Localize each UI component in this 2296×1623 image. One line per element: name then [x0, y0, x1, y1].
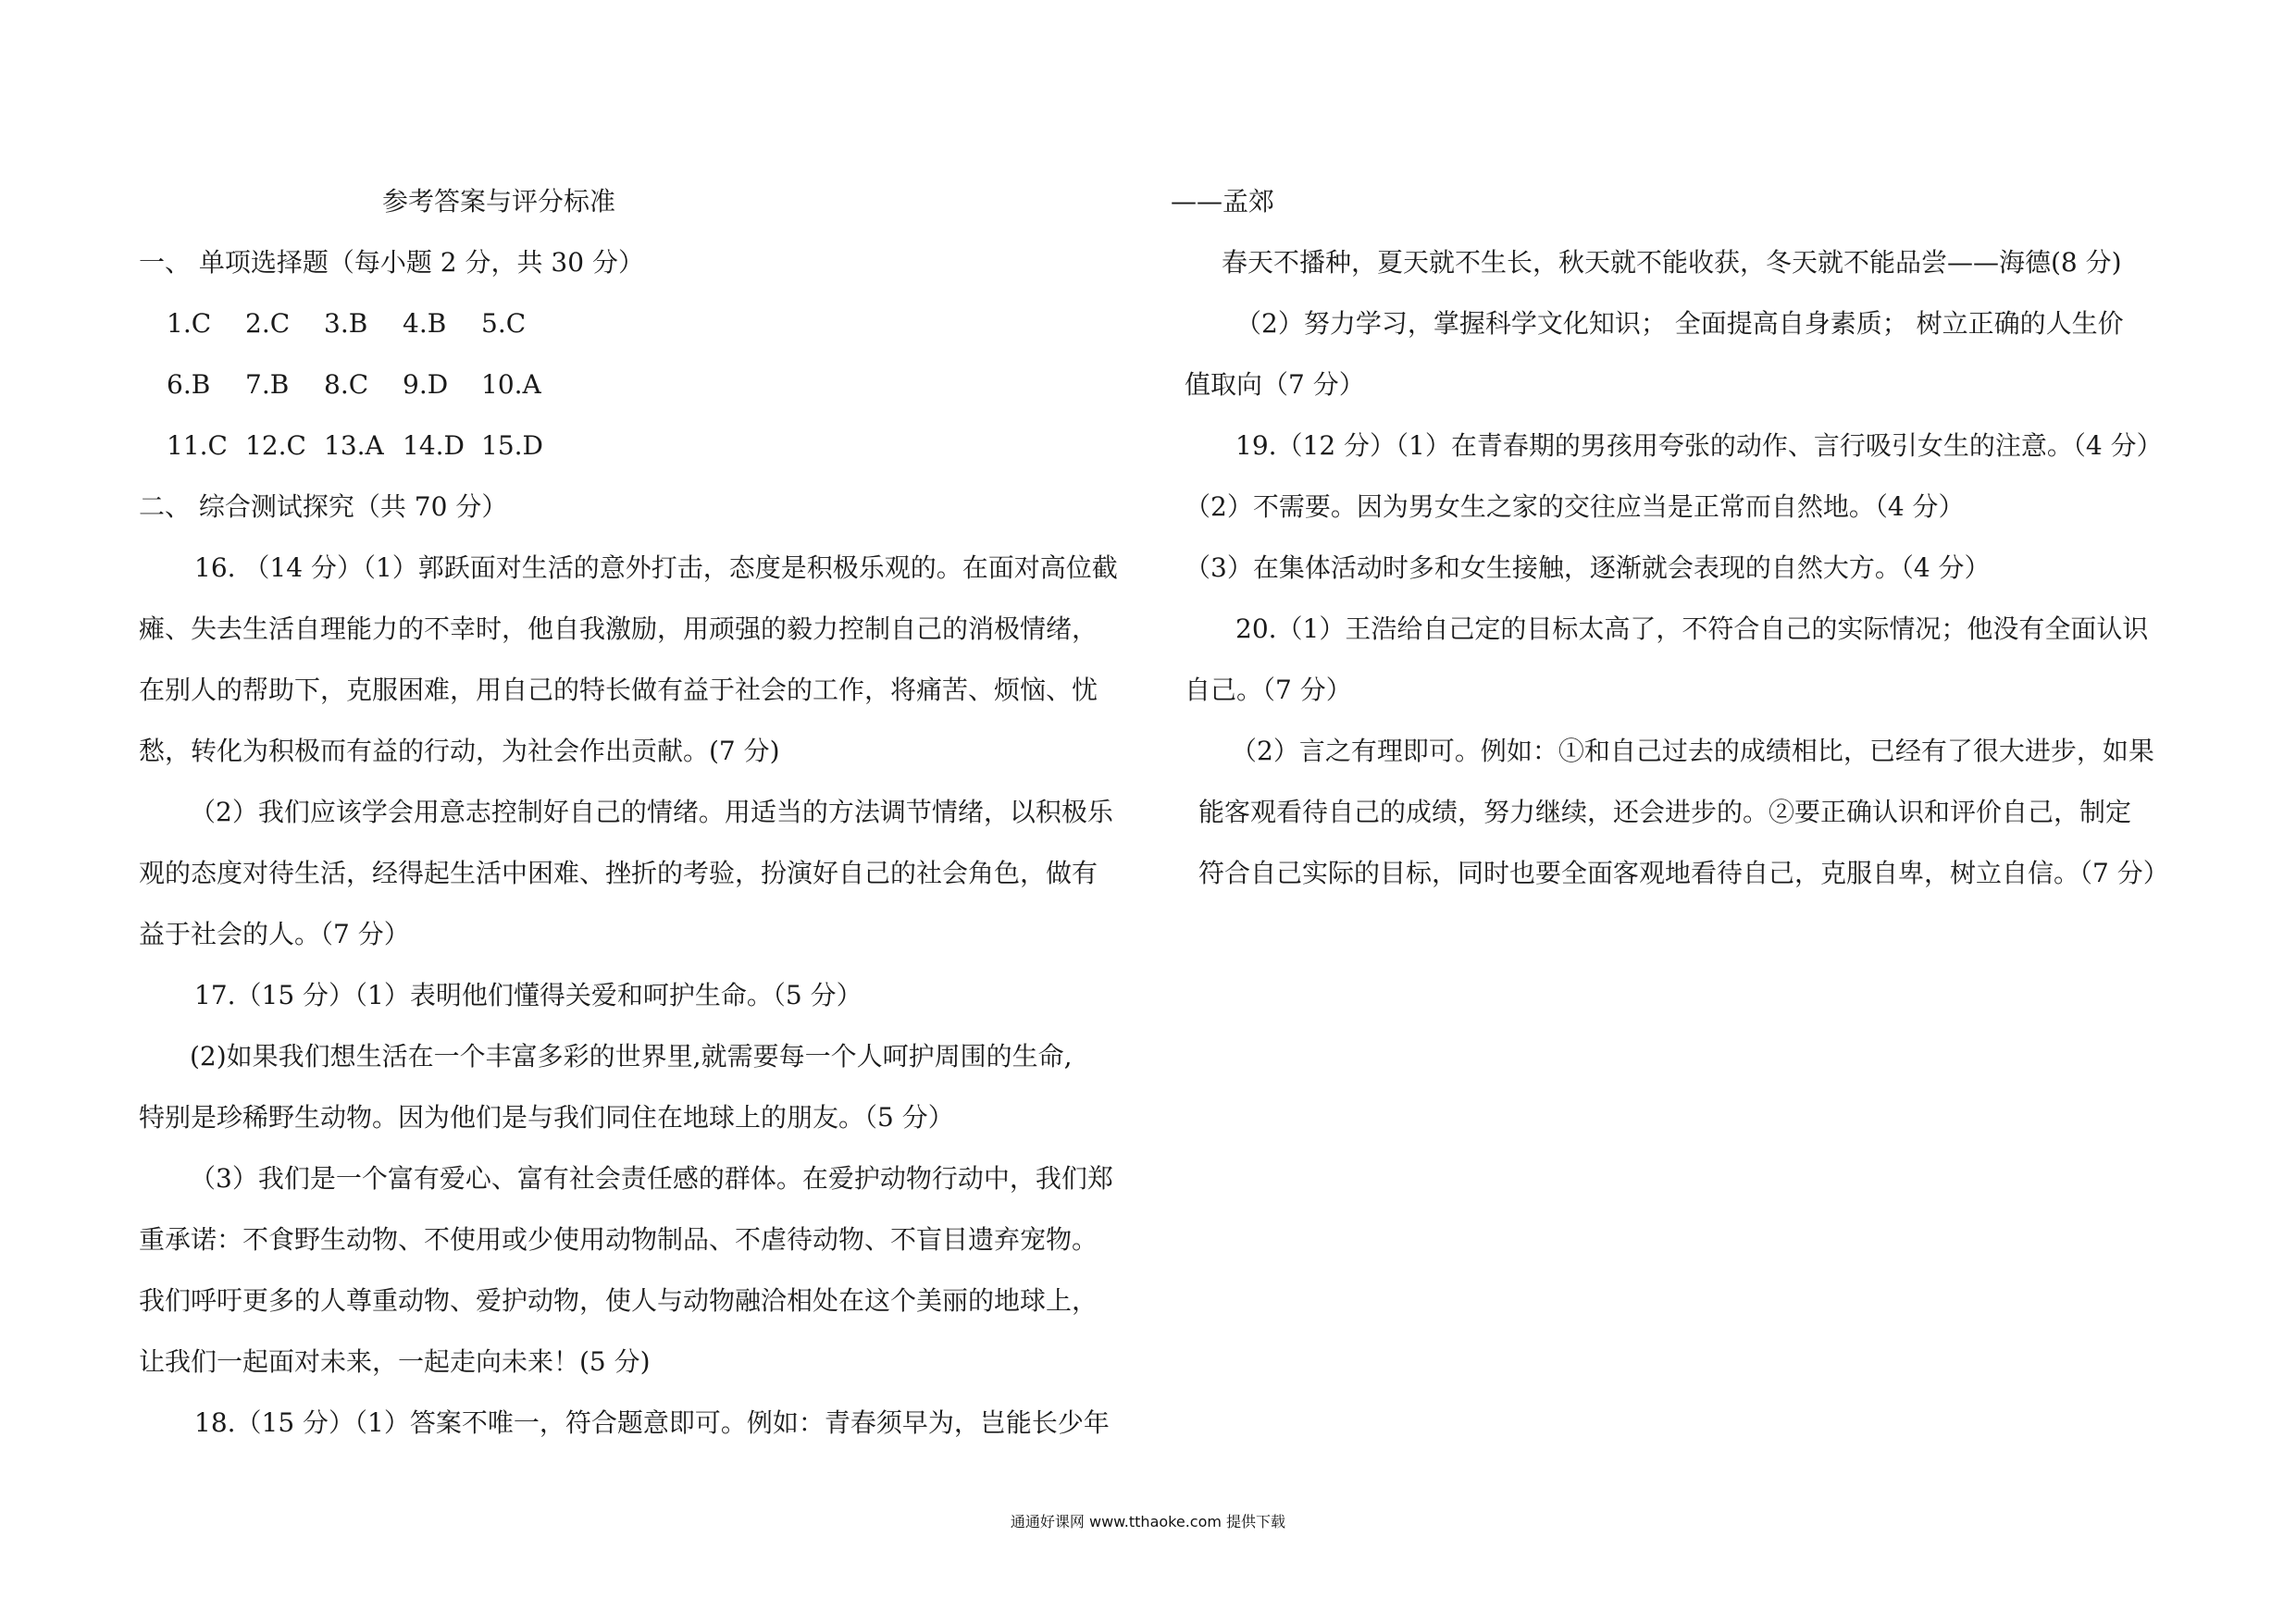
answer-item: 1.C	[167, 308, 212, 339]
answer-row-2	[167, 366, 560, 403]
answer-item: 5.C	[481, 308, 527, 339]
section-heading-comprehensive: 二、 综合测试探究（共 70 分）	[139, 491, 508, 522]
right-column	[1157, 0, 2296, 1623]
answer-text-line: 18.（15 分）（1）答案不唯一，符合题意即可。例如：青春须早为，岂能长少年	[194, 1407, 1110, 1438]
answer-item: 4.B	[403, 308, 447, 339]
answer-text-line: 符合自己实际的目标，同时也要全面客观地看待自己，克服自卑，树立自信。（7 分）	[1198, 858, 2169, 888]
answer-text-line: 16. （14 分）（1）郭跃面对生活的意外打击，态度是积极乐观的。在面对高位截	[194, 552, 1118, 583]
answer-text-line: 自己。（7 分）	[1185, 675, 1352, 705]
answer-item: 2.C	[245, 308, 291, 339]
answer-item: 9.D	[403, 369, 449, 400]
answer-item: 7.B	[245, 369, 290, 400]
answer-row-3	[167, 427, 560, 465]
answer-text-line: 观的态度对待生活，经得起生活中困难、挫折的考验，扮演好自己的社会角色，做有	[139, 858, 1098, 888]
answer-text-line: （2）努力学习，掌握科学文化知识； 全面提高自身素质； 树立正确的人生价	[1235, 308, 2124, 339]
answer-item: 15.D	[481, 430, 543, 461]
answer-text-line: 重承诺：不食野生动物、不使用或少使用动物制品、不虐待动物、不盲目遗弃宠物。	[139, 1224, 1098, 1255]
answer-text-line: （3）我们是一个富有爱心、富有社会责任感的群体。在爱护动物行动中，我们郑	[190, 1163, 1113, 1194]
answer-text-line: 愁，转化为积极而有益的行动，为社会作出贡献。(7 分)	[139, 736, 780, 766]
answer-text-line: 特别是珍稀野生动物。因为他们是与我们同住在地球上的朋友。（5 分）	[139, 1102, 954, 1133]
answer-text-line: （2）不需要。因为男女生之家的交往应当是正常而自然地。（4 分）	[1185, 491, 1965, 522]
answer-text-line: （2）言之有理即可。例如：①和自己过去的成绩相比，已经有了很大进步，如果	[1231, 736, 2154, 766]
answer-text-line: ——孟郊	[1171, 186, 1275, 217]
answer-item: 8.C	[324, 369, 369, 400]
answer-text-line: 春天不播种，夏天就不生长，秋天就不能收获，冬天就不能品尝——海德(8 分)	[1222, 247, 2122, 278]
page-footer: 通通好课网 www.tthaoke.com 提供下载	[1010, 1513, 1286, 1530]
answer-item: 10.A	[481, 369, 541, 400]
answer-text-line: 益于社会的人。（7 分）	[139, 919, 410, 949]
answer-text-line: 19.（12 分）（1）在青春期的男孩用夸张的动作、言行吸引女生的注意。（4 分）	[1235, 430, 2163, 461]
answer-row-1	[167, 305, 560, 342]
answer-text-line: （2）我们应该学会用意志控制好自己的情绪。用适当的方法调节情绪，以积极乐	[190, 797, 1113, 827]
answer-text-line: 17.（15 分）（1）表明他们懂得关爱和呵护生命。（5 分）	[194, 980, 863, 1010]
answer-text-line: （3）在集体活动时多和女生接触，逐渐就会表现的自然大方。（4 分）	[1185, 552, 1991, 583]
answer-item: 12.C	[245, 430, 306, 461]
section-heading-choice: 一、 单项选择题（每小题 2 分，共 30 分）	[139, 247, 644, 278]
answer-text-line: (2)如果我们想生活在一个丰富多彩的世界里,就需要每一个人呵护周围的生命,	[190, 1041, 1073, 1072]
answer-item: 3.B	[324, 308, 368, 339]
answer-item: 11.C	[167, 430, 228, 461]
answer-item: 6.B	[167, 369, 211, 400]
answer-text-line: 能客观看待自己的成绩，努力继续，还会进步的。②要正确认识和评价自己，制定	[1198, 797, 2132, 827]
answer-text-line: 值取向（7 分）	[1185, 369, 1365, 400]
answer-text-line: 20.（1）王浩给自己定的目标太高了，不符合自己的实际情况；他没有全面认识	[1235, 613, 2149, 644]
document-title: 参考答案与评分标准	[382, 186, 616, 217]
answer-text-line: 让我们一起面对未来，一起走向未来！(5 分)	[139, 1346, 651, 1377]
answer-item: 14.D	[403, 430, 465, 461]
answer-text-line: 瘫、失去生活自理能力的不幸时，他自我激励，用顽强的毅力控制自己的消极情绪，	[139, 613, 1098, 644]
answer-text-line: 我们呼吁更多的人尊重动物、爱护动物，使人与动物融洽相处在这个美丽的地球上，	[139, 1285, 1098, 1316]
answer-text-line: 在别人的帮助下，克服困难，用自己的特长做有益于社会的工作，将痛苦、烦恼、忧	[139, 675, 1098, 705]
answer-item: 13.A	[324, 430, 384, 461]
